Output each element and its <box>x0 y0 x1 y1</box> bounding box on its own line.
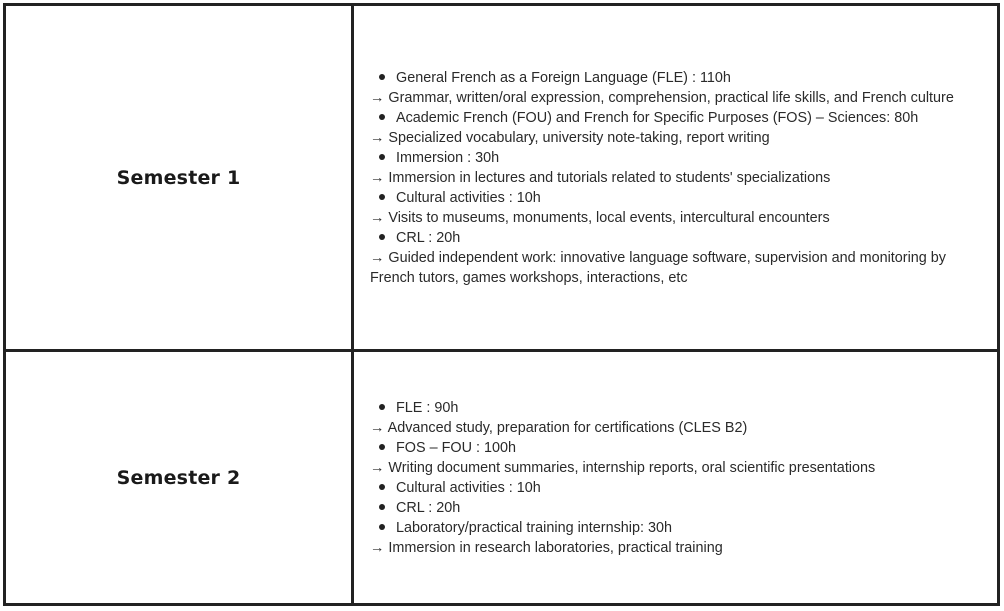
course-title: Laboratory/practical training internship: 30h <box>396 519 672 536</box>
course-item <box>370 498 977 518</box>
bullet-dot-icon <box>379 114 385 120</box>
bullet-dot-icon <box>379 444 385 450</box>
course-title: General French as a Foreign Language (FLE) : 110h <box>396 69 731 86</box>
bullet-dot-icon <box>379 74 385 80</box>
semester-1-label: Semester 1 <box>116 166 241 189</box>
course-title: Cultural activities : 10h <box>396 189 541 206</box>
semester-2-label-cell <box>6 352 354 603</box>
bullet-dot-icon <box>379 504 385 510</box>
course-item <box>370 108 977 128</box>
course-description: → Guided independent work: innovative language software, supervision and monitoring by French tutors, games workshops, interactions, etc <box>370 249 946 286</box>
semester-1-label-cell <box>6 6 354 352</box>
course-description: → Advanced study, preparation for certifications (CLES B2) <box>370 419 748 436</box>
course-title: Immersion : 30h <box>396 149 500 166</box>
bullet-dot-icon <box>379 234 385 240</box>
curriculum-table <box>3 3 1000 606</box>
semester-2-label: Semester 2 <box>116 466 241 489</box>
course-title: Cultural activities : 10h <box>396 479 541 496</box>
bullet-dot-icon <box>379 524 385 530</box>
course-title: FLE : 90h <box>396 399 459 416</box>
bullet-dot-icon <box>379 154 385 160</box>
semester-1-content-cell <box>354 6 997 352</box>
course-item <box>370 398 977 418</box>
bullet-dot-icon <box>379 404 385 410</box>
course-item <box>370 68 977 88</box>
course-item <box>370 228 977 248</box>
course-description: → Specialized vocabulary, university note-taking, report writing <box>370 129 770 146</box>
course-title: FOS – FOU : 100h <box>396 439 516 456</box>
course-description: → Writing document summaries, internship reports, oral scientific presentations <box>370 459 876 476</box>
course-description: → Grammar, written/oral expression, comprehension, practical life skills, and French culture <box>370 89 954 106</box>
bullet-dot-icon <box>379 484 385 490</box>
course-title: CRL : 20h <box>396 229 461 246</box>
course-description: → Visits to museums, monuments, local events, intercultural encounters <box>370 209 830 226</box>
course-item <box>370 438 977 458</box>
course-title: Academic French (FOU) and French for Specific Purposes (FOS) – Sciences: 80h <box>396 109 919 126</box>
course-item <box>370 478 977 498</box>
bullet-dot-icon <box>379 194 385 200</box>
course-description: → Immersion in lectures and tutorials related to students' specializations <box>370 169 831 186</box>
course-item <box>370 188 977 208</box>
course-item <box>370 148 977 168</box>
course-description: → Immersion in research laboratories, practical training <box>370 539 723 556</box>
semester-2-content-cell <box>354 352 997 603</box>
course-title: CRL : 20h <box>396 499 461 516</box>
course-item <box>370 518 977 538</box>
